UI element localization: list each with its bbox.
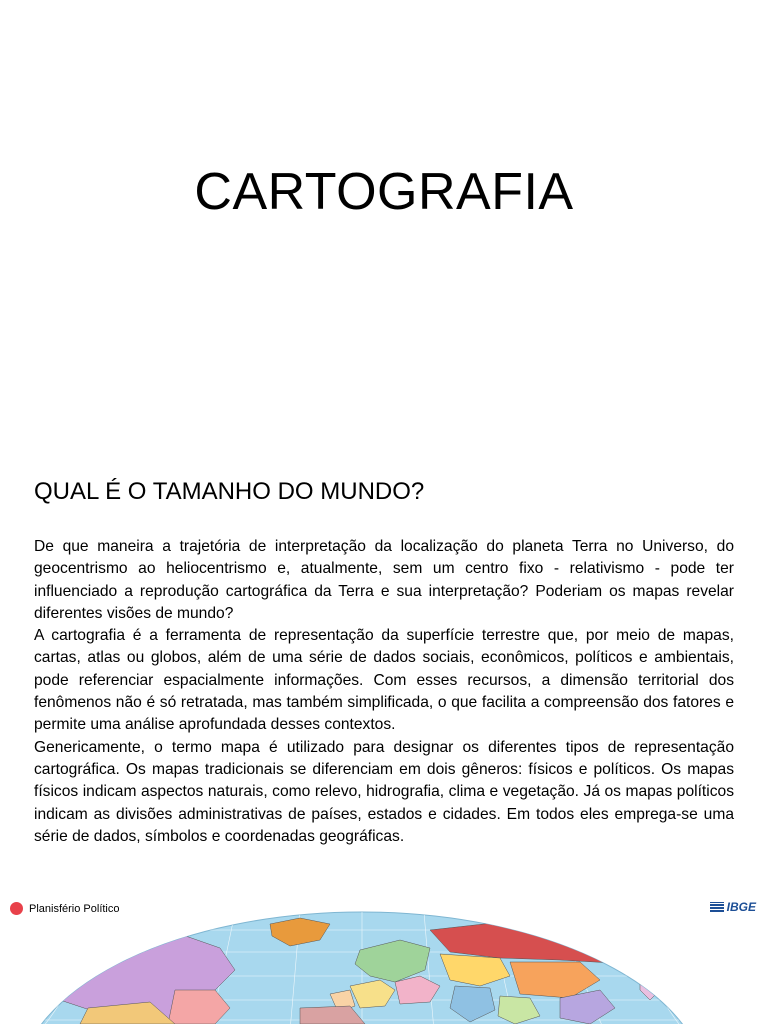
map-caption [10, 902, 120, 915]
paragraph: De que maneira a trajetória de interpretação da localização do planeta Terra no Universo, do geocentrismo ao heliocentrismo e, atualmente, sem um centro fixo - relativismo - pode ter influenciado a reprodução cartográfica da Terra e sua interpretação? Poderiam os mapas revelar diferentes visões de mundo? [34, 538, 734, 622]
ibge-logo-icon [710, 902, 724, 912]
ibge-logo-text: IBGE [726, 900, 756, 914]
red-dot-icon [10, 902, 23, 915]
world-map-image [0, 890, 768, 1024]
paragraph: A cartografia é a ferramenta de representação da superfície terrestre que, por meio de mapas, cartas, atlas ou globos, além de uma série de dados sociais, econômicos, políticos e ambientais, pode referenciar espacialmente informações. Com esses recursos, a dimensão territorial dos fenômenos não é só retratada, mas também simplificada, o que facilita a compreensão dos fatores e permite uma análise aprofundada desses contextos. [34, 627, 734, 734]
document-title: CARTOGRAFIA [194, 163, 574, 221]
body-text [34, 536, 734, 848]
ibge-logo [710, 900, 756, 914]
paragraph: Genericamente, o termo mapa é utilizado para designar os diferentes tipos de representação cartográfica. Os mapas tradicionais se diferenciam em dois gêneros: físicos e políticos. Os mapas físicos indicam aspectos naturais, como relevo, hidrografia, clima e vegetação. Já os mapas políticos indicam as divisões administrativas de países, estados e cidades. Em todos eles emprega-se uma série de dados, símbolos e coordenadas geográficas. [34, 738, 734, 845]
map-caption-label: Planisfério Político [29, 902, 120, 915]
section-heading: QUAL É O TAMANHO DO MUNDO? [34, 478, 425, 505]
